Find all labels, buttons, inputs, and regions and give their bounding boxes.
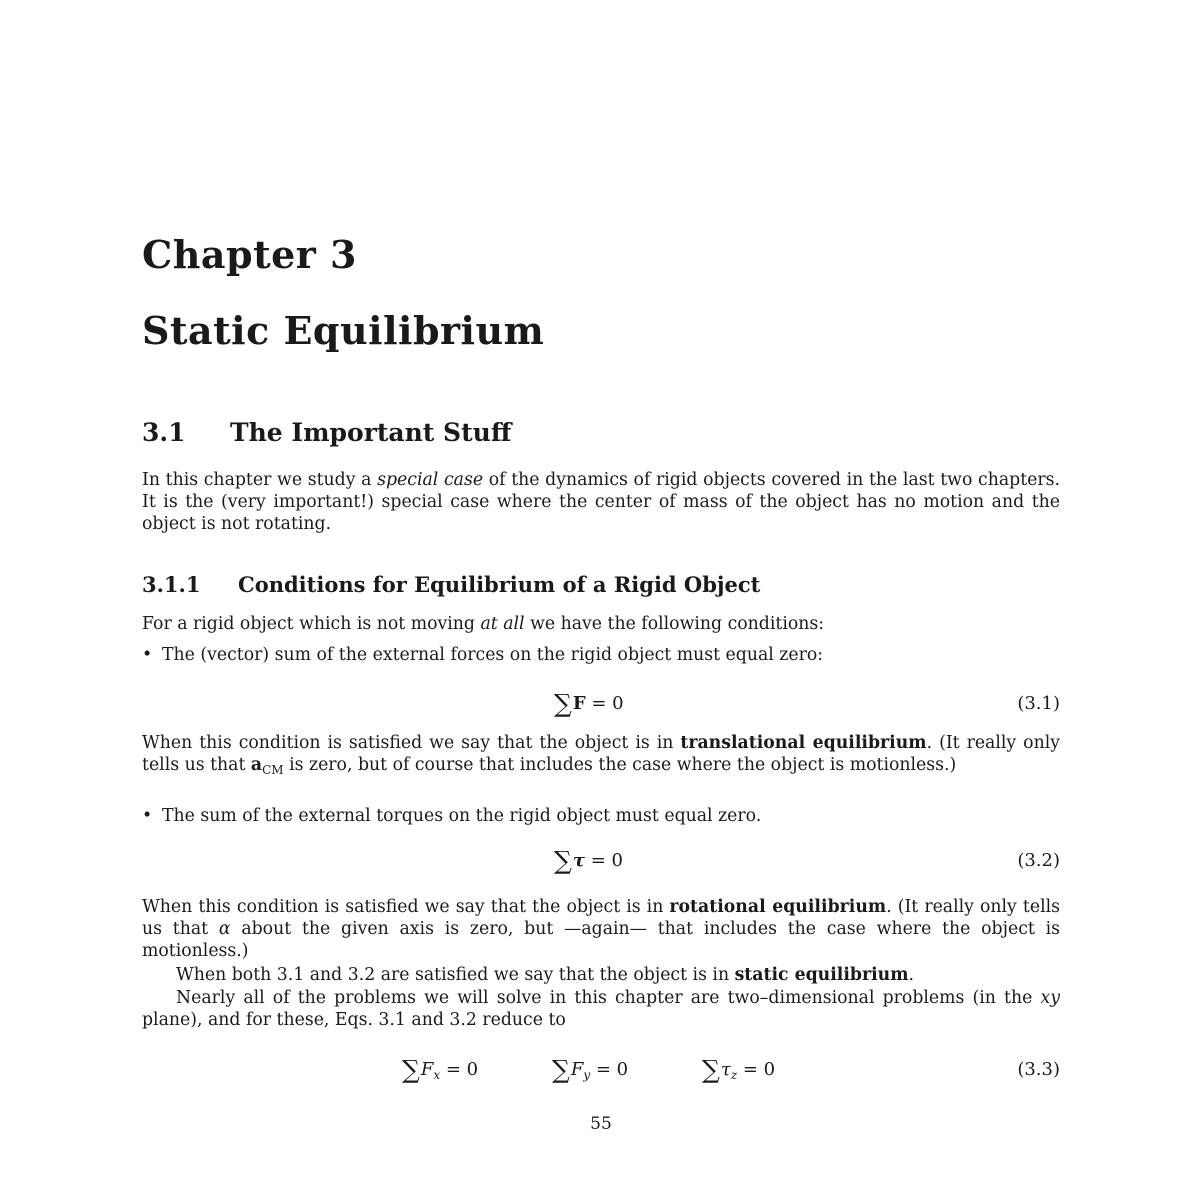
acceleration-subscript: CM <box>262 763 284 777</box>
page-number: 55 <box>590 1114 612 1134</box>
tz-symbol: τ <box>720 1059 731 1080</box>
bullet-icon: • <box>142 645 153 665</box>
sigma-symbol: ∑ <box>554 689 572 718</box>
tz-subscript: z <box>730 1068 738 1082</box>
bullet-text-torques: The sum of the external torques on the rigid object must equal zero. <box>162 806 762 826</box>
static-text-2: . <box>908 965 915 985</box>
rotational-text-1: When this condition is satisfied we say that the object is in <box>142 897 670 917</box>
intro-paragraph <box>142 469 1060 535</box>
sigma-symbol: ∑ <box>702 1055 720 1084</box>
translational-term: translational equilibrium <box>680 733 927 753</box>
fx-symbol: F <box>420 1059 434 1080</box>
equation-tag-3-1: (3.1) <box>1017 693 1060 714</box>
intro-emphasis: special case <box>377 470 484 490</box>
fy-symbol: F <box>570 1059 584 1080</box>
rotational-text-2: . (It really only tells us that <box>142 897 1060 939</box>
sigma-symbol: ∑ <box>402 1055 420 1084</box>
static-paragraph <box>142 964 1060 986</box>
rotational-term: rotational equilibrium <box>669 897 887 917</box>
bullet-item-forces <box>142 644 1060 666</box>
translational-text-3: is zero, but of course that includes the case where the object is motionless.) <box>283 755 957 775</box>
two-d-emphasis: xy <box>1040 988 1060 1008</box>
conditions-text-2: we have the following conditions: <box>524 614 825 634</box>
conditions-text-1: For a rigid object which is not moving <box>142 614 481 634</box>
equation-3-2 <box>142 847 1060 875</box>
two-d-text-2: plane), and for these, Eqs. 3.1 and 3.2 reduce to <box>142 1010 566 1030</box>
chapter-label: Chapter 3 <box>142 232 357 277</box>
force-vector-symbol: F <box>572 693 586 714</box>
bullet-text-forces: The (vector) sum of the external forces on the rigid object must equal zero: <box>162 645 824 665</box>
subsection-number: 3.1.1 <box>142 572 201 597</box>
eq1-rhs: = 0 <box>585 693 624 714</box>
static-term: static equilibrium <box>734 965 909 985</box>
section-title: The Important Stuff <box>230 418 512 447</box>
static-text-1: When both 3.1 and 3.2 are satisfied we say that the object is in <box>176 965 735 985</box>
intro-text-2: of the dynamics of rigid objects covered in the last two chapters. It is the (very important!) special case where the center of mass of the object has no motion and the object is not rotating. <box>142 470 1060 534</box>
two-d-paragraph <box>142 987 1060 1031</box>
eq3-rhs-x: = 0 <box>440 1059 479 1080</box>
subsection-heading <box>142 572 760 597</box>
chapter-title: Static Equilibrium <box>142 308 545 353</box>
translational-paragraph <box>142 732 1060 781</box>
rotational-text-3: about the given axis is zero, but —again— that includes the case where the object is motionless.) <box>142 919 1060 961</box>
translational-text-2: . (It really only tells us that <box>142 733 1060 775</box>
section-heading <box>142 418 511 447</box>
sigma-symbol: ∑ <box>554 846 572 875</box>
two-d-text-1: Nearly all of the problems we will solve in this chapter are two–dimensional problems (in the <box>176 988 1041 1008</box>
intro-text-1: In this chapter we study a <box>142 470 378 490</box>
fy-subscript: y <box>583 1068 591 1082</box>
document-page <box>142 0 1060 1200</box>
eq2-rhs: = 0 <box>584 850 623 871</box>
acceleration-symbol: a <box>250 755 263 775</box>
translational-text-1: When this condition is satisfied we say that the object is in <box>142 733 681 753</box>
equation-3-3 <box>142 1056 1060 1084</box>
equation-tag-3-3: (3.3) <box>1017 1059 1060 1080</box>
eq3-rhs-z: = 0 <box>737 1059 776 1080</box>
equation-3-1 <box>142 690 1060 718</box>
subsection-title: Conditions for Equilibrium of a Rigid Object <box>238 572 761 597</box>
fx-subscript: x <box>433 1068 441 1082</box>
equation-tag-3-2: (3.2) <box>1017 850 1060 871</box>
conditions-emphasis: at all <box>480 614 525 634</box>
sigma-symbol: ∑ <box>552 1055 570 1084</box>
bullet-icon: • <box>142 806 153 826</box>
rotational-paragraph <box>142 896 1060 962</box>
section-number: 3.1 <box>142 418 186 447</box>
conditions-intro <box>142 613 1060 635</box>
torque-vector-symbol: τ <box>572 850 585 871</box>
alpha-symbol: α <box>218 919 231 939</box>
eq3-rhs-y: = 0 <box>590 1059 629 1080</box>
bullet-item-torques <box>142 805 1060 827</box>
